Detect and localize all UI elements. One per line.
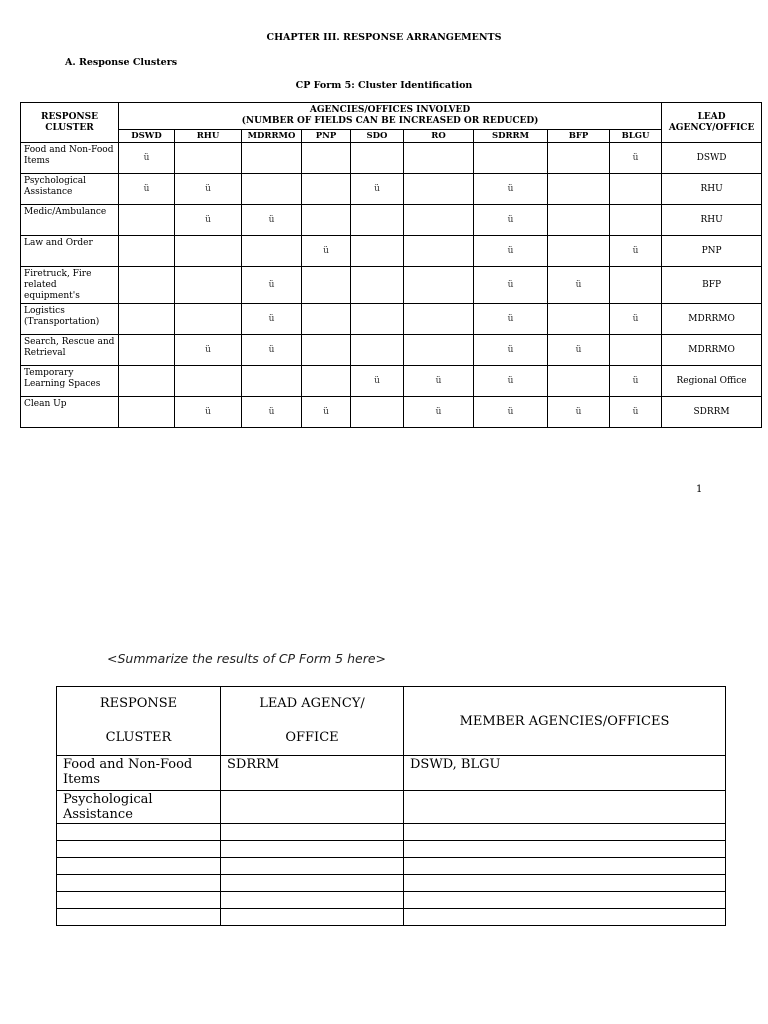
summary-cluster-cell[interactable] bbox=[57, 892, 221, 909]
empty-cell bbox=[610, 205, 662, 236]
summary-row bbox=[57, 909, 726, 926]
check-icon: ü bbox=[404, 366, 474, 397]
check-icon: ü bbox=[474, 304, 548, 335]
header-agency-pnp: PNP bbox=[302, 130, 351, 143]
table-row bbox=[21, 366, 762, 397]
empty-cell bbox=[351, 335, 404, 366]
header-agencies-involved: AGENCIES/OFFICES INVOLVED (NUMBER OF FIELDS CAN BE INCREASED OR REDUCED) bbox=[119, 103, 662, 130]
summary-cluster-cell[interactable] bbox=[57, 875, 221, 892]
check-icon: ü bbox=[119, 174, 175, 205]
table-row bbox=[21, 304, 762, 335]
summary-row bbox=[57, 892, 726, 909]
header-agency-blgu: BLGU bbox=[610, 130, 662, 143]
empty-cell bbox=[404, 304, 474, 335]
table-row bbox=[21, 335, 762, 366]
empty-cell bbox=[548, 236, 610, 267]
empty-cell bbox=[302, 304, 351, 335]
cluster-name: Temporary Learning Spaces bbox=[21, 366, 119, 397]
lead-agency: Regional Office bbox=[662, 366, 762, 397]
summary-table bbox=[56, 686, 726, 926]
table-row bbox=[21, 397, 762, 428]
empty-cell bbox=[302, 267, 351, 304]
chapter-title: CHAPTER III. RESPONSE ARRANGEMENTS bbox=[266, 32, 502, 43]
summary-members-cell[interactable] bbox=[404, 858, 726, 875]
summary-lead-cell[interactable]: SDRRM bbox=[221, 756, 404, 791]
check-icon: ü bbox=[474, 236, 548, 267]
summary-lead-cell[interactable] bbox=[221, 824, 404, 841]
empty-cell bbox=[404, 174, 474, 205]
empty-cell bbox=[302, 174, 351, 205]
header-agency-rhu: RHU bbox=[175, 130, 242, 143]
cluster-name: Firetruck, Fire related equipment's bbox=[21, 267, 119, 304]
summary-row bbox=[57, 791, 726, 824]
check-icon: ü bbox=[404, 397, 474, 428]
table-row bbox=[21, 267, 762, 304]
empty-cell bbox=[548, 304, 610, 335]
form-title: CP Form 5: Cluster Identification bbox=[295, 80, 473, 91]
empty-cell bbox=[404, 267, 474, 304]
empty-cell bbox=[404, 335, 474, 366]
summary-members-cell[interactable]: DSWD, BLGU bbox=[404, 756, 726, 791]
check-icon: ü bbox=[242, 397, 302, 428]
summary-members-cell[interactable] bbox=[404, 892, 726, 909]
summary-lead-cell[interactable] bbox=[221, 841, 404, 858]
page-number: 1 bbox=[696, 484, 703, 495]
summary-lead-cell[interactable] bbox=[221, 892, 404, 909]
check-icon: ü bbox=[175, 174, 242, 205]
empty-cell bbox=[610, 267, 662, 304]
empty-cell bbox=[351, 143, 404, 174]
empty-cell bbox=[119, 267, 175, 304]
header-agency-mdrrmo: MDRRMO bbox=[242, 130, 302, 143]
table-row bbox=[21, 205, 762, 236]
check-icon: ü bbox=[175, 397, 242, 428]
section-title: A. Response Clusters bbox=[65, 57, 178, 68]
check-icon: ü bbox=[302, 236, 351, 267]
empty-cell bbox=[351, 267, 404, 304]
summary-prompt: <Summarize the results of CP Form 5 here> bbox=[107, 651, 387, 666]
empty-cell bbox=[302, 335, 351, 366]
cluster-name: Clean Up bbox=[21, 397, 119, 428]
check-icon: ü bbox=[175, 205, 242, 236]
lead-agency: PNP bbox=[662, 236, 762, 267]
check-icon: ü bbox=[610, 236, 662, 267]
empty-cell bbox=[175, 143, 242, 174]
summary-row bbox=[57, 756, 726, 791]
empty-cell bbox=[119, 304, 175, 335]
empty-cell bbox=[302, 143, 351, 174]
empty-cell bbox=[302, 205, 351, 236]
summary-cluster-cell[interactable] bbox=[57, 824, 221, 841]
summary-row bbox=[57, 875, 726, 892]
check-icon: ü bbox=[610, 304, 662, 335]
check-icon: ü bbox=[474, 335, 548, 366]
summary-lead-cell[interactable] bbox=[221, 858, 404, 875]
lead-agency: SDRRM bbox=[662, 397, 762, 428]
check-icon: ü bbox=[242, 205, 302, 236]
empty-cell bbox=[119, 205, 175, 236]
check-icon: ü bbox=[175, 335, 242, 366]
cluster-name: Law and Order bbox=[21, 236, 119, 267]
table-row bbox=[21, 143, 762, 174]
check-icon: ü bbox=[610, 397, 662, 428]
cluster-name: Food and Non-Food Items bbox=[21, 143, 119, 174]
summary-header-lead: LEAD AGENCY/ OFFICE bbox=[221, 687, 404, 756]
check-icon: ü bbox=[119, 143, 175, 174]
empty-cell bbox=[548, 205, 610, 236]
header-lead-agency: LEAD AGENCY/OFFICE bbox=[662, 103, 762, 143]
empty-cell bbox=[610, 335, 662, 366]
table-row bbox=[21, 236, 762, 267]
lead-agency: RHU bbox=[662, 205, 762, 236]
header-response-cluster: RESPONSE CLUSTER bbox=[21, 103, 119, 143]
summary-lead-cell[interactable] bbox=[221, 875, 404, 892]
summary-header-cluster: RESPONSE CLUSTER bbox=[57, 687, 221, 756]
empty-cell bbox=[175, 304, 242, 335]
empty-cell bbox=[351, 236, 404, 267]
summary-lead-cell[interactable] bbox=[221, 909, 404, 926]
empty-cell bbox=[119, 335, 175, 366]
summary-row bbox=[57, 824, 726, 841]
empty-cell bbox=[548, 174, 610, 205]
check-icon: ü bbox=[610, 366, 662, 397]
summary-cluster-cell[interactable]: Food and Non-Food Items bbox=[57, 756, 221, 791]
empty-cell bbox=[351, 205, 404, 236]
check-icon: ü bbox=[548, 397, 610, 428]
check-icon: ü bbox=[548, 267, 610, 304]
empty-cell bbox=[351, 397, 404, 428]
lead-agency: BFP bbox=[662, 267, 762, 304]
summary-cluster-cell[interactable] bbox=[57, 858, 221, 875]
empty-cell bbox=[404, 236, 474, 267]
empty-cell bbox=[242, 366, 302, 397]
check-icon: ü bbox=[474, 205, 548, 236]
lead-agency: DSWD bbox=[662, 143, 762, 174]
summary-row bbox=[57, 841, 726, 858]
table-row bbox=[21, 174, 762, 205]
empty-cell bbox=[175, 236, 242, 267]
cluster-name: Search, Rescue and Retrieval bbox=[21, 335, 119, 366]
check-icon: ü bbox=[548, 335, 610, 366]
check-icon: ü bbox=[351, 366, 404, 397]
empty-cell bbox=[119, 236, 175, 267]
cluster-name: Medic/Ambulance bbox=[21, 205, 119, 236]
empty-cell bbox=[474, 143, 548, 174]
empty-cell bbox=[175, 267, 242, 304]
check-icon: ü bbox=[474, 397, 548, 428]
summary-header-members: MEMBER AGENCIES/OFFICES bbox=[404, 687, 726, 756]
check-icon: ü bbox=[474, 366, 548, 397]
check-icon: ü bbox=[302, 397, 351, 428]
header-agency-sdrrm: SDRRM bbox=[474, 130, 548, 143]
cluster-name: Psychological Assistance bbox=[21, 174, 119, 205]
lead-agency: MDRRMO bbox=[662, 335, 762, 366]
header-agency-dswd: DSWD bbox=[119, 130, 175, 143]
summary-members-cell[interactable] bbox=[404, 909, 726, 926]
empty-cell bbox=[610, 174, 662, 205]
summary-lead-cell[interactable] bbox=[221, 791, 404, 824]
summary-members-cell[interactable] bbox=[404, 824, 726, 841]
summary-members-cell[interactable] bbox=[404, 841, 726, 858]
check-icon: ü bbox=[610, 143, 662, 174]
check-icon: ü bbox=[242, 304, 302, 335]
check-icon: ü bbox=[474, 174, 548, 205]
header-agency-bfp: BFP bbox=[548, 130, 610, 143]
cluster-name: Logistics (Transportation) bbox=[21, 304, 119, 335]
empty-cell bbox=[119, 366, 175, 397]
check-icon: ü bbox=[351, 174, 404, 205]
check-icon: ü bbox=[474, 267, 548, 304]
header-agency-sdo: SDO bbox=[351, 130, 404, 143]
empty-cell bbox=[242, 174, 302, 205]
empty-cell bbox=[119, 397, 175, 428]
empty-cell bbox=[351, 304, 404, 335]
empty-cell bbox=[404, 143, 474, 174]
header-agency-ro: RO bbox=[404, 130, 474, 143]
lead-agency: RHU bbox=[662, 174, 762, 205]
empty-cell bbox=[302, 366, 351, 397]
empty-cell bbox=[404, 205, 474, 236]
summary-members-cell[interactable] bbox=[404, 875, 726, 892]
summary-cluster-cell[interactable] bbox=[57, 841, 221, 858]
check-icon: ü bbox=[242, 267, 302, 304]
check-icon: ü bbox=[242, 335, 302, 366]
summary-members-cell[interactable] bbox=[404, 791, 726, 824]
summary-row bbox=[57, 858, 726, 875]
summary-cluster-cell[interactable]: Psychological Assistance bbox=[57, 791, 221, 824]
empty-cell bbox=[242, 236, 302, 267]
cluster-identification-table bbox=[20, 102, 762, 428]
lead-agency: MDRRMO bbox=[662, 304, 762, 335]
empty-cell bbox=[175, 366, 242, 397]
empty-cell bbox=[548, 366, 610, 397]
summary-cluster-cell[interactable] bbox=[57, 909, 221, 926]
empty-cell bbox=[242, 143, 302, 174]
empty-cell bbox=[548, 143, 610, 174]
